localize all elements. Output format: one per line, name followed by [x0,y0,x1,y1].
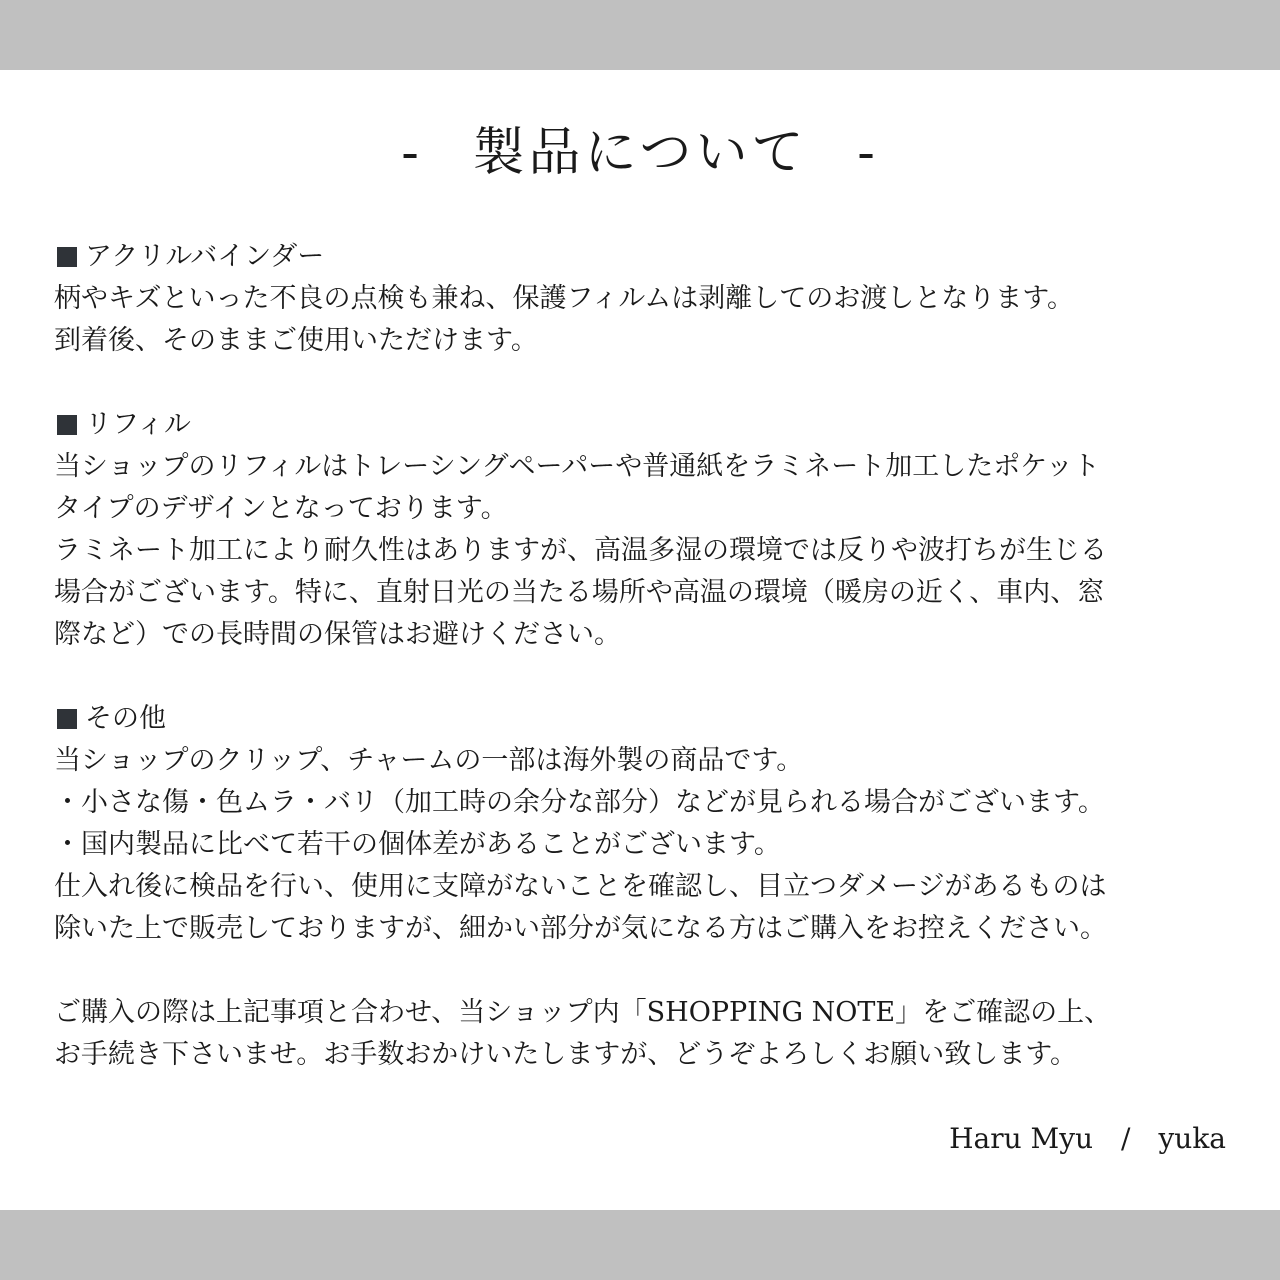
title-dash-left: - [401,123,423,183]
paragraph-line: ・国内製品に比べて若干の個体差があることがございます。 [54,829,781,860]
section-other [54,698,1234,950]
paragraph-line: ラミネート加工により耐久性はありますが、高温多湿の環境では反りや波打ちが生じる [54,535,1107,566]
bullet-square-icon [57,415,77,435]
paragraph-line: 除いた上で販売しておりますが、細かい部分が気になる方はご購入をお控えください。 [54,913,1107,944]
spacer [54,950,1234,992]
paragraph-line: 当ショップのクリップ、チャームの一部は海外製の商品です。 [54,745,804,776]
bottom-band [0,1210,1280,1280]
section-refill [54,404,1234,656]
signature: Haru Myu / yuka [949,1122,1226,1155]
paragraph-line: 到着後、そのままご使用いただけます。 [54,325,538,356]
bullet-square-icon [57,247,77,267]
spacer [54,362,1234,404]
product-notes [54,236,1234,1076]
title-dash-right: - [857,123,879,183]
paragraph-line: タイプのデザインとなっております。 [54,493,508,524]
title-text: 製品について [472,123,808,183]
paragraph-line: ご購入の際は上記事項と合わせ、当ショップ内「SHOPPING NOTE」をご確認の上、 [54,997,1112,1028]
paragraph-line: 仕入れ後に検品を行い、使用に支障がないことを確認し、目立つダメージがあるものは [54,871,1107,902]
paragraph-line: 当ショップのリフィルはトレーシングペーパーや普通紙をラミネート加工したポケット [54,451,1100,482]
paragraph-line: 場合がございます。特に、直射日光の当たる場所や高温の環境（暖房の近く、車内、窓 [54,577,1105,608]
section-heading-text: その他 [85,703,166,734]
top-band [0,0,1280,70]
paragraph-line: ・小さな傷・色ムラ・バリ（加工時の余分な部分）などが見られる場合がございます。 [54,787,1105,818]
section-heading [54,236,1234,278]
section-heading [54,404,1234,446]
section-heading [54,698,1234,740]
bullet-square-icon [57,709,77,729]
spacer [54,656,1234,698]
paragraph-line: 柄やキズといった不良の点検も兼ね、保護フィルムは剥離してのお渡しとなります。 [54,283,1075,314]
closing-note [54,992,1234,1076]
section-acrylic-binder [54,236,1234,362]
paragraph-line: お手続き下さいませ。お手数おかけいたしますが、どうぞよろしくお願い致します。 [54,1039,1078,1070]
section-heading-text: リフィル [85,409,191,440]
section-heading-text: アクリルバインダー [85,241,325,272]
paragraph-line: 際など）での長時間の保管はお避けください。 [54,619,621,650]
page-title [0,118,1280,188]
